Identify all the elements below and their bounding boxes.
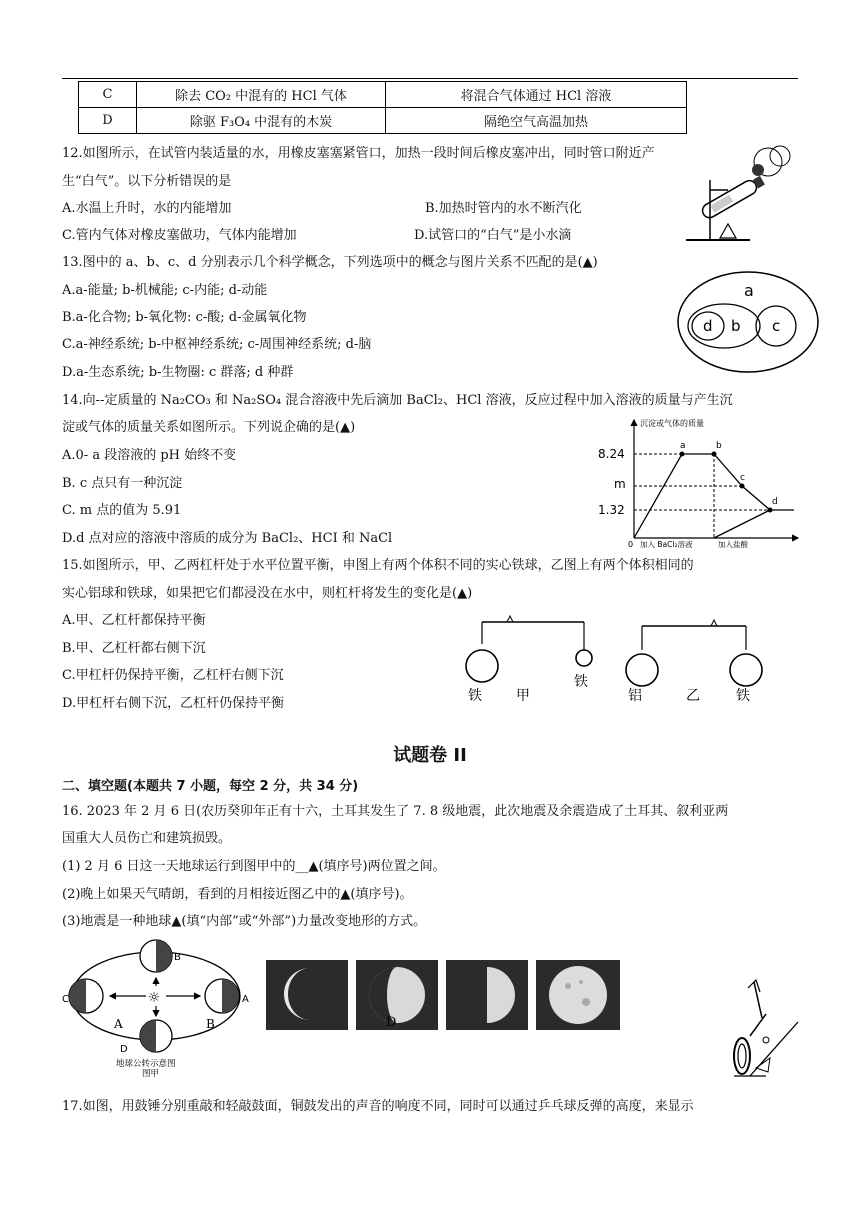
orbit-label-c: C (62, 994, 69, 1005)
moon-phase-1 (266, 960, 348, 1030)
point-b (712, 452, 717, 457)
q12-option-a: A.水温上升时，水的内能增加 (62, 201, 232, 216)
lever-figure (460, 614, 780, 706)
q12-stem-1: 12.如图所示，在试管内装适量的水，用橡皮塞塞紧管口，加热一段时间后橡皮塞冲出，同时管口附近产 (62, 146, 655, 161)
point-b-label: b (716, 441, 722, 451)
q15-stem-2: 实心铝球和铁球，如果把它们都浸没在水中，则杠杆将发生的变化是(▲) (62, 586, 473, 601)
orbit-label-a: A (242, 994, 249, 1005)
concept-diagram (676, 270, 820, 374)
sun-icon: ☼ (147, 990, 161, 1006)
row-method: 将混合气体通过 HCl 溶液 (386, 82, 687, 108)
table-row (79, 108, 687, 134)
orbit-label-d: D (120, 1044, 128, 1055)
q15-stem-1: 15.如图所示，甲、乙两杠杆处于水平位置平衡，申图上有两个体积不同的实心铁球，乙图上有两个体积相同的 (62, 558, 694, 573)
chart-y-label: 沉淀或气体的质量 (640, 419, 704, 428)
q14-option-d: D.d 点对应的溶液中溶质的成分为 BaCl₂、HCI 和 NaCl (62, 531, 393, 546)
q16-part-2: (2)晚上如果天气晴朗，看到的月相接近图乙中的▲(填序号)。 (62, 887, 413, 902)
row-task: 除去 CO₂ 中混有的 HCl 气体 (137, 82, 386, 108)
orbit-caption: 地球公转示意图 (116, 1059, 176, 1069)
q12-option-d: D.试管口的“白气”是小水滴 (414, 228, 572, 243)
test-tube-figure (680, 140, 800, 244)
moon-phases-figure (266, 958, 620, 1032)
q15-option-b: B.甲、乙杠杆都右侧下沉 (62, 641, 206, 656)
q14-stem-2: 淀或气体的质量关系如图所示。下列说企确的是(▲) (62, 420, 356, 435)
orbit-label-a-lower: A (114, 1017, 123, 1031)
row-task: 除驱 F₃O₄ 中混有的木炭 (137, 108, 386, 134)
q14-stem-1: 14.向--定质量的 Na₂CO₃ 和 Na₂SO₄ 混合溶液中先后滴加 BaCl₂、HCl 溶液，反应过程中加入溶液的质量与产生沉 (62, 393, 733, 408)
point-c (740, 484, 745, 489)
q12-option-c: C.管内气体对橡皮塞做功，气体内能增加 (62, 228, 297, 243)
row-label: D (79, 108, 137, 134)
orbit-fig-label: 图甲 (142, 1069, 160, 1079)
x-label-hcl: 加入盐酸 (718, 540, 748, 549)
point-d (768, 508, 773, 513)
concept-c-label: c (772, 317, 781, 335)
lever-jia (466, 616, 592, 704)
drum-figure (726, 978, 798, 1082)
point-d-label: d (772, 497, 778, 507)
x-label-bacl2: 加入 BaCl₂溶液 (640, 540, 693, 549)
gas-line (714, 510, 770, 538)
q15-option-d: D.甲杠杆右侧下沉，乙杠杆仍保持平衡 (62, 696, 285, 711)
orbit-label-b: B (174, 952, 181, 963)
q13-stem: 13.图中的 a、b、c、d 分别表示几个科学概念，下列选项中的概念与图片关系不匹配的是(▲) (62, 255, 598, 270)
iron-label-2: 铁 (574, 674, 588, 690)
q14-option-a: A.0- a 段溶液的 pH 始终不变 (62, 448, 237, 463)
point-c-label: c (740, 473, 745, 483)
q13-option-d: D.a-生态系统; b-生物圈: c 群落; d 种群 (62, 365, 294, 380)
q12-stem-2: 生“白气”。以下分析错误的是 (62, 174, 232, 189)
q16-part-3: (3)地震是一种地球▲(填“内部”或“外部”)力量改变地形的方式。 (62, 914, 427, 929)
q16-part-1: (1) 2 月 6 日这一天地球运行到图甲中的__▲(填序号)两位置之间。 (62, 859, 446, 874)
orbit-label-b-lower: B (206, 1017, 215, 1031)
header-rule (62, 78, 798, 79)
orbit-diagram (62, 938, 256, 1079)
al-label: 铝 (628, 688, 642, 704)
section-heading: 二、填空题(本题共 7 小题，每空 2 分，共 34 分) (62, 779, 359, 794)
jia-label: 甲 (516, 688, 530, 704)
q13-option-c: C.a-神经系统; b-中枢神经系统; c-周围神经系统; d-脑 (62, 337, 372, 352)
q14-option-b: B. c 点只有一种沉淀 (62, 476, 183, 491)
iron-label-3: 铁 (736, 688, 750, 704)
point-a-label: a (680, 441, 686, 451)
q17-stem: 17.如图，用鼓锤分别重敲和轻敲鼓面，铜鼓发出的声音的响度不同，同时可以通过乒乓球反弹的高度，来显示 (62, 1099, 694, 1114)
q15-option-a: A.甲、乙杠杆都保持平衡 (62, 613, 206, 628)
q13-option-b: B.a-化合物; b-氧化物: c-酸; d-金属氧化物 (62, 310, 307, 325)
q12-option-b: B.加热时管内的水不断汽化 (425, 201, 582, 216)
yi-label: 乙 (686, 688, 700, 704)
q16-stem-2: 国重大人员伤亡和建筑损毁。 (62, 831, 232, 846)
q16-stem-1: 16. 2023 年 2 月 6 日(农历癸卯年正有十六，土耳其发生了 7. 8 级地震，此次地震及余震造成了土耳其、叙利亚两 (62, 804, 729, 819)
concept-a-label: a (744, 281, 754, 300)
chart-origin-label: 0 (628, 540, 634, 549)
precipitate-chart (594, 414, 804, 548)
concept-d-label: d (703, 317, 713, 335)
y-tick-m: m (614, 477, 626, 491)
lever-yi (626, 620, 762, 704)
q15-option-c: C.甲杠杆仍保持平衡，乙杠杆右侧下沉 (62, 668, 284, 683)
row-method: 隔绝空气高温加热 (386, 108, 687, 134)
moon-label-d: D (386, 1015, 397, 1030)
y-tick-1-32: 1.32 (598, 503, 625, 517)
iron-label-1: 铁 (468, 688, 482, 704)
table-row (79, 82, 687, 108)
q14-option-c: C. m 点的值为 5.91 (62, 503, 182, 518)
q13-option-a: A.a-能量; b-机械能; c-内能; d-动能 (62, 283, 268, 298)
paper-2-title: 试题卷 II (393, 745, 467, 766)
options-table (78, 81, 687, 134)
concept-b-label: b (731, 317, 741, 335)
point-a (680, 452, 685, 457)
y-tick-8-24: 8.24 (598, 447, 625, 461)
row-label: C (79, 82, 137, 108)
